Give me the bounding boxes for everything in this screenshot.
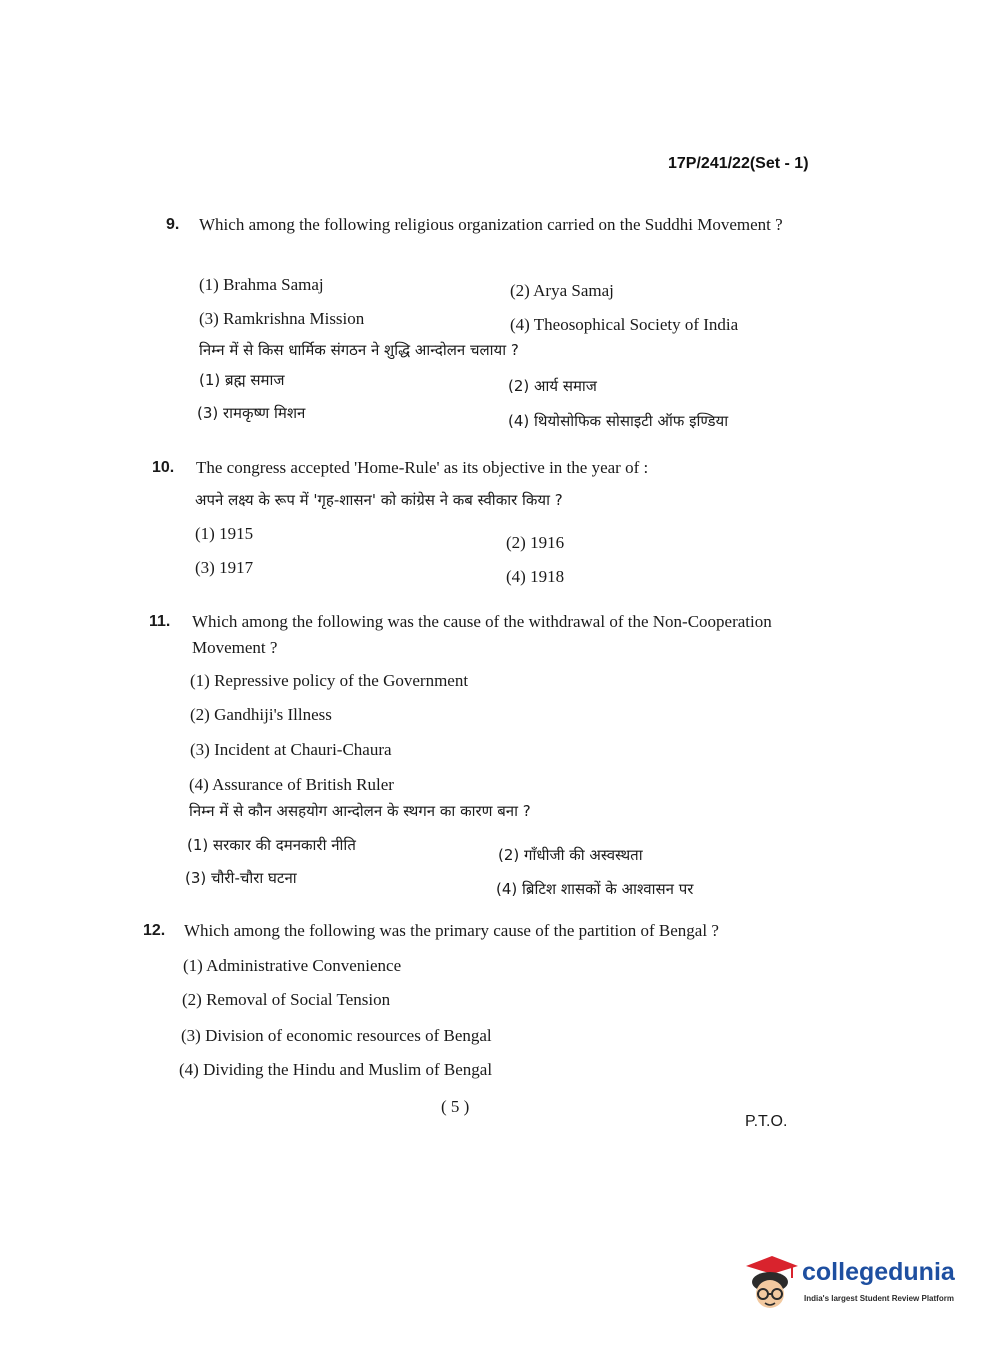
pto-label: P.T.O. (745, 1113, 788, 1130)
question-number: 9. (166, 216, 180, 233)
question-text-en: Which among the following was the cause of the withdrawal of the Non-Cooperation Movement ? (192, 612, 772, 657)
option-4-en: (4) Theosophical Society of India (510, 315, 739, 334)
option-1-hi: (1) सरकार की दमनकारी नीति (187, 836, 356, 854)
mascot-icon (740, 1252, 800, 1312)
question-text-en: Which among the following was the primary cause of the partition of Bengal ? (184, 921, 719, 940)
question-number: 12. (143, 922, 166, 939)
paper-code: 17P/241/22(Set - 1) (668, 155, 809, 172)
option-2-en: (2) Arya Samaj (510, 281, 614, 300)
option-1-en: (1) Repressive policy of the Government (190, 671, 469, 690)
option-2-hi: (2) गाँधीजी की अस्वस्थता (498, 846, 643, 864)
option-2-en: (2) Removal of Social Tension (182, 990, 391, 1009)
question-text-hi: निम्न में से किस धार्मिक संगठन ने शुद्धि आन्दोलन चलाया ? (199, 341, 519, 359)
option-1-hi: (1) ब्रह्म समाज (199, 371, 285, 389)
question-text-hi: निम्न में से कौन असहयोग आन्दोलन के स्थगन का कारण बना ? (189, 802, 531, 820)
question-text-en: Which among the following religious organization carried on the Suddhi Movement ? (199, 215, 783, 234)
question-text-hi: अपने लक्ष्य के रूप में 'गृह-शासन' को कांग्रेस ने कब स्वीकार किया ? (195, 491, 563, 509)
option-3-en: (3) Ramkrishna Mission (199, 309, 365, 328)
option-3-en: (3) Incident at Chauri-Chaura (190, 740, 392, 759)
option-1-en: (1) Brahma Samaj (199, 275, 324, 294)
option-4-hi: (4) ब्रिटिश शासकों के आश्वासन पर (496, 880, 694, 898)
question-text-en: The congress accepted 'Home-Rule' as its objective in the year of : (196, 458, 649, 477)
page-number: ( 5 ) (441, 1097, 470, 1116)
option-2-en: (2) Gandhiji's Illness (190, 705, 332, 724)
logo-tagline: India's largest Student Review Platform (804, 1294, 954, 1303)
option-3: (3) 1917 (195, 558, 254, 577)
option-3-en: (3) Division of economic resources of Bengal (181, 1026, 492, 1045)
option-4: (4) 1918 (506, 567, 565, 586)
logo-name: collegedunia (802, 1258, 955, 1286)
option-4-en: (4) Assurance of British Ruler (189, 775, 394, 794)
option-3-hi: (3) रामकृष्ण मिशन (197, 404, 306, 422)
option-3-hi: (3) चौरी-चौरा घटना (185, 869, 297, 887)
option-4-hi: (4) थियोसोफिक सोसाइटी ऑफ इण्डिया (508, 412, 729, 430)
option-1: (1) 1915 (195, 524, 254, 543)
option-2: (2) 1916 (506, 533, 565, 552)
question-number: 10. (152, 459, 175, 476)
option-4-en: (4) Dividing the Hindu and Muslim of Bengal (179, 1060, 493, 1079)
option-1-en: (1) Administrative Convenience (183, 956, 402, 975)
option-2-hi: (2) आर्य समाज (508, 377, 597, 395)
question-number: 11. (149, 613, 171, 630)
collegedunia-watermark (740, 1252, 970, 1312)
